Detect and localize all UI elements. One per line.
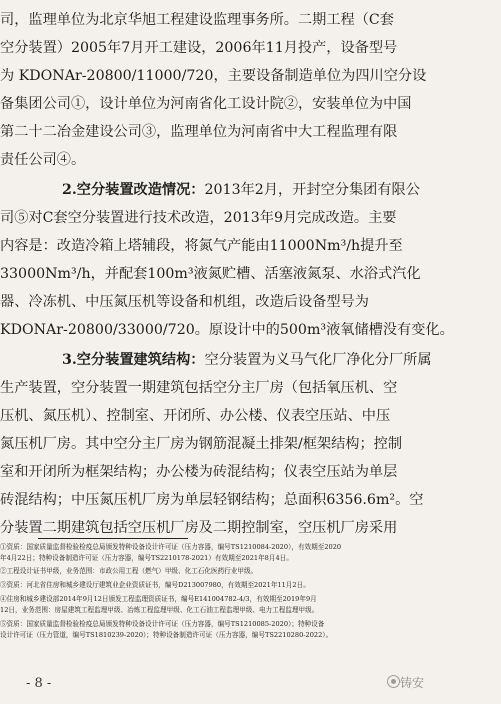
section3-first-line [62,350,501,370]
section2-line: 器、冷冻机、中压氮压机等设备和机组，改造后设备型号为 [0,294,369,310]
section2-line: 司⑤对C套空分装置进行技术改造，2013年9月完成改造。主要 [0,210,397,226]
watermark-text: 铸安 [400,676,425,690]
footnote-line: 12日，业务范围：房屋建筑工程监理甲级、冶炼工程监理甲级、化工石油工程监理甲级、电力工程监理甲级。 [0,606,319,614]
footnote-line: 年4月22日；特种设备制造许可证（压力容器，编号TS2210178-2021）有效期至2021年8月4日。 [0,554,293,562]
body-line: 为 KDONAr-20800/11000/720，主要设备制造单位为四川空分设 [0,68,427,84]
section3-heading: 3.空分装置建筑结构： [62,352,205,368]
section3-line: 生产装置，空分装置一期建筑包括空分主厂房（包括氧压机、空 [0,380,398,396]
body-line: 第二十二冶金建设公司③，监理单位为河南省中大工程监理有限 [0,124,398,140]
section3-line: 砖混结构；中压氮压机厂房为单层轻钢结构；总面积6356.6m²。空 [0,492,424,508]
footnote-line: 设计许可证（压力管道，编号TS1810239-2020）；特种设备制造许可证（压力容器，编号TS2210280-2022）。 [0,631,333,639]
section2-heading: 2.空分装置改造情况： [62,182,205,198]
section3-line: 室和开闭所为框架结构；办公楼为砖混结构；仪表空压站为单层 [0,464,398,480]
footnote-line: ③资质：河北省住房和城乡建设厅建筑业企业资质证书，编号D213007980，有效期至2021年11月2日。 [0,581,310,589]
footnote-line: ①资质：国家质量监督检验检疫总局颁发特种设备设计许可证（压力容器，编号TS1210084-2020），有效期至2020 [0,543,342,551]
section3-line: 分装置二期建筑包括空压机厂房及二期控制室，空压机厂房采用 [0,520,398,536]
section2-line: 内容是：改造冷箱上塔辅段，将氮气产能由11000Nm³/h提升至 [0,238,403,254]
watermark-logo-icon [387,675,400,688]
section2-line: 2013年2月，开封空分集团有限公 [204,182,420,198]
body-line: 空分装置）2005年7月开工建设，2006年11月投产，设备型号 [0,40,398,56]
section2-first-line [62,180,501,200]
section3-line: 空分装置为义马气化厂净化分厂所属 [204,352,432,368]
page-number: - 8 - [26,676,52,691]
footnote-line: ⑤资质：国家质量监督检验检疫总局颁发特种设备设计许可证（压力容器，编号TS1210085-2020）；特种设备 [0,620,325,628]
section3-line: 氮压机厂房。其中空分主厂房为钢筋混凝土排架/框架结构；控制 [0,436,403,452]
body-line: 责任公司④。 [0,152,86,168]
footnote-divider [38,538,188,539]
section3-line: 压机、氮压机）、控制室、开闭所、办公楼、仪表空压站、中压 [0,408,391,424]
body-line: 备集团公司①，设计单位为河南省化工设计院②，安装单位为中国 [0,96,412,112]
footnote-line: ④住房和城乡建设部2014年9月12日颁发工程监理资质证书，编号E141004782-4/3，有效期至2019年9月 [0,595,317,603]
section2-line: KDONAr-20800/33000/720。原设计中的500m³液氧储槽没有变化。 [0,322,454,338]
section2-line: 33000Nm³/h，并配套100m³液氮贮槽、活塞液氮泵、水浴式汽化 [0,266,421,282]
footnote-line: ②工程设计证书甲级，业务范围：市政公用工程（燃气）甲级、化工石化医药行业甲级。 [0,567,258,575]
body-line: 司，监理单位为北京华旭工程建设监理事务所。二期工程（C套 [0,12,394,28]
